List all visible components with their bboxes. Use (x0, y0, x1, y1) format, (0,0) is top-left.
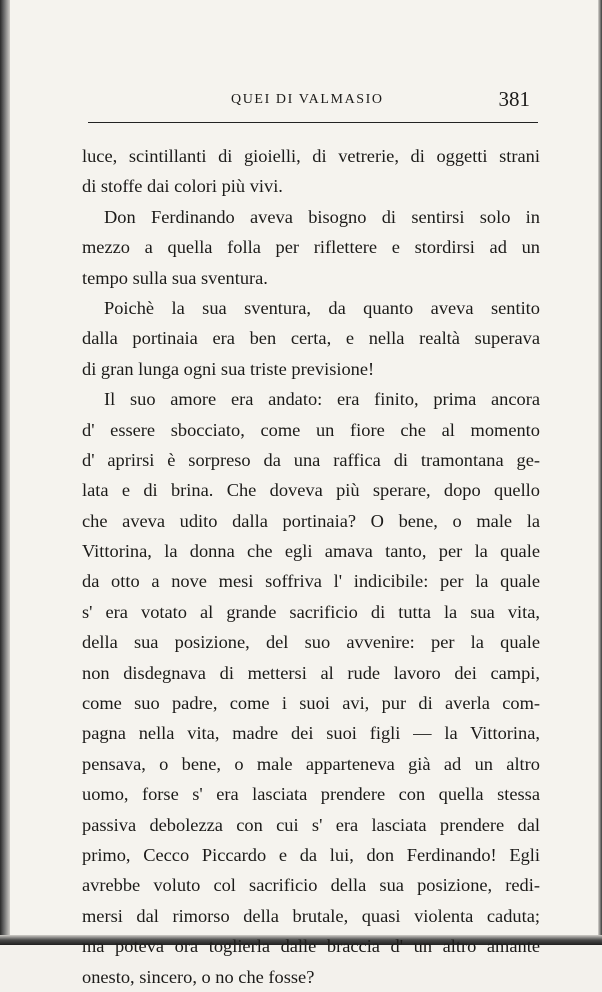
text-line: d' aprirsi è sorpreso da una raffica di tramontana ge- (82, 449, 540, 470)
text-line: della sua posizione, del suo avvenire: per la quale (82, 632, 540, 653)
text-line: s' era votato al grande sacrificio di tutta la sua vita, (82, 601, 540, 622)
text-line: che aveva udito dalla portinaia? O bene, o male la (82, 510, 540, 531)
text-line: di gran lunga ogni sua triste previsione! (82, 358, 375, 379)
page-header (82, 88, 540, 114)
text-line: onesto, sincero, o no che fosse? (82, 966, 315, 987)
text-line: pagna nella vita, madre dei suoi figli — la Vittorina, (82, 723, 540, 744)
text-line: Poichè la sua sventura, da quanto aveva sentito (104, 297, 540, 318)
text-line: dalla portinaia era ben certa, e nella realtà superava (82, 328, 540, 349)
text-line: Il suo amore era andato: era finito, prima ancora (104, 389, 540, 410)
text-line: tempo sulla sua sventura. (82, 267, 268, 288)
text-line: da otto a nove mesi soffriva l' indicibile: per la quale (82, 571, 540, 592)
scan-edge-right (598, 0, 602, 945)
header-rule (88, 122, 538, 123)
text-line: Don Ferdinando aveva bisogno di sentirsi solo in (104, 206, 540, 227)
body-text (82, 141, 540, 992)
text-line: mezzo a quella folla per riflettere e stordirsi ad un (82, 237, 540, 258)
text-line: come suo padre, come i suoi avi, pur di averla com- (82, 693, 540, 714)
text-line: ma poteva ora toglierla dalle braccia d' un altro amante (82, 936, 540, 957)
text-line: uomo, forse s' era lasciata prendere con quella stessa (82, 784, 540, 805)
text-line: luce, scintillanti di gioielli, di vetrerie, di oggetti strani (82, 146, 540, 166)
text-line: passiva debolezza con cui s' era lasciata prendere dal (82, 814, 540, 835)
text-line: non disdegnava di mettersi al rude lavoro dei campi, (82, 662, 540, 683)
scan-edge-left (0, 0, 10, 945)
text-line: di stoffe dai colori più vivi. (82, 176, 283, 197)
text-line: d' essere sbocciato, come un fiore che al momento (82, 419, 540, 440)
text-line: lata e di brina. Che doveva più sperare, dopo quello (82, 480, 540, 501)
text-line: mersi dal rimorso della brutale, quasi violenta caduta; (82, 905, 540, 926)
page-number: 381 (498, 87, 530, 111)
text-line: Vittorina, la donna che egli amava tanto, per la quale (82, 541, 540, 562)
text-line: primo, Cecco Piccardo e da lui, don Ferdinando! Egli (82, 844, 540, 865)
text-line: avrebbe voluto col sacrificio della sua posizione, redi- (82, 875, 540, 896)
text-line: pensava, o bene, o male apparteneva già ad un altro (82, 753, 540, 774)
running-title: QUEI DI VALMASIO (231, 92, 384, 107)
